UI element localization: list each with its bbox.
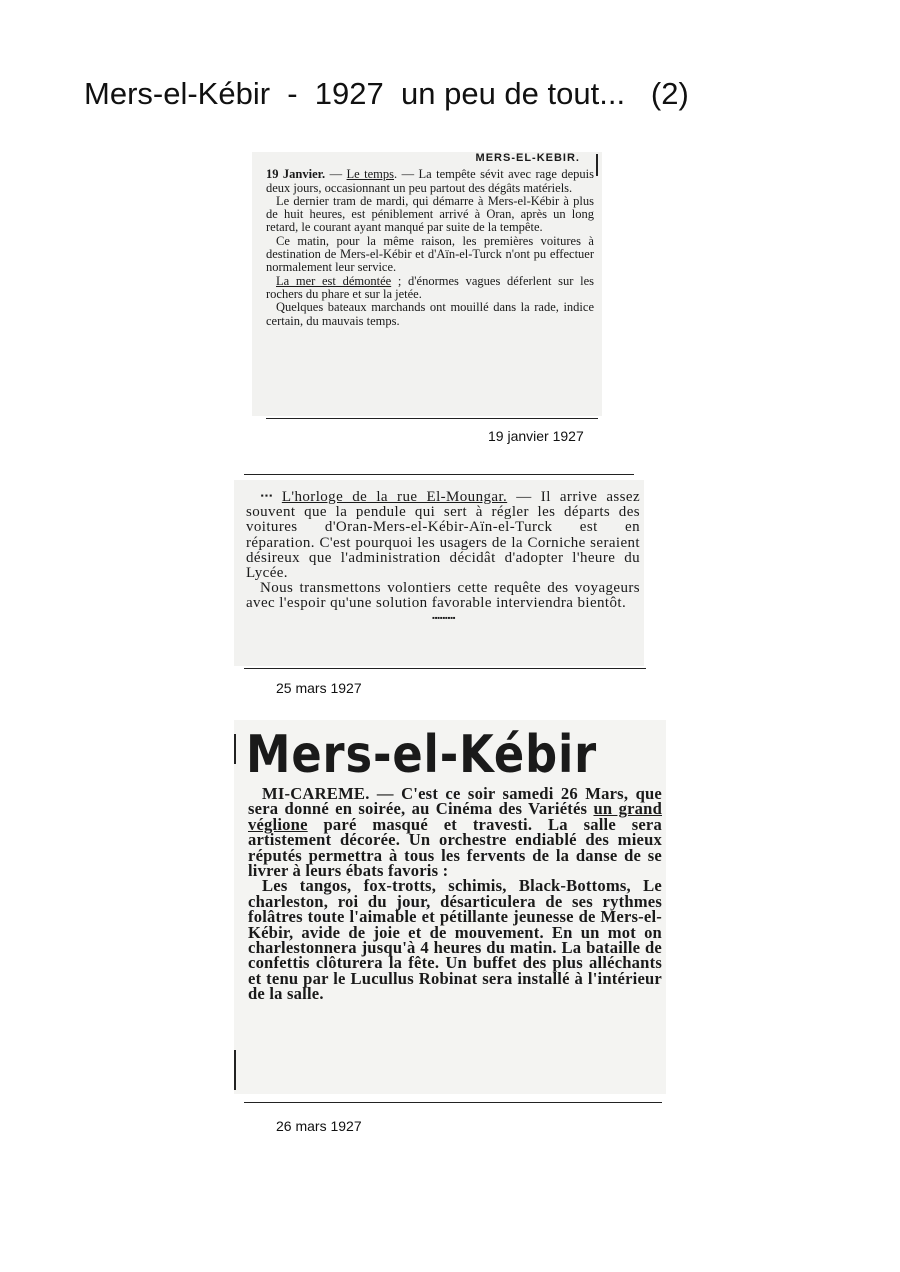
paragraph-text: — C'est ce soir samedi 26 Mars, que sera donné en soirée, au Cinéma des Variétés (248, 784, 662, 819)
clipping-paragraph: Ce matin, pour la même raison, les premières voitures à destination de Mers-el-Kébir et d'Aïn-el-Turck n'ont pu effectuer normalement leur service. (266, 233, 594, 275)
clipping-paragraph (248, 784, 662, 881)
paragraph-text: ; d'énormes vagues déferlent sur les rochers du phare et sur la jetée. (266, 273, 594, 301)
clipping-paragraph: Nous transmettons volontiers cette requête des voyageurs avec l'espoir qu'une solution favorable interviendra bientôt. (246, 580, 640, 612)
clipping-3 (234, 720, 666, 1094)
clipping-paragraph (266, 168, 594, 195)
wave-ornament: ᐧᐧᐧᐧᐧᐧᐧᐧᐧ (431, 611, 455, 627)
clipping-paragraph: Quelques bateaux marchands ont mouillé dans la rade, indice certain, du mauvais temps. (266, 300, 594, 328)
clipping-edge (234, 1050, 236, 1090)
caption-3: 26 mars 1927 (276, 1118, 362, 1134)
caption-1: 19 janvier 1927 (488, 428, 584, 444)
dash: — (325, 167, 347, 182)
clipping-edge (596, 154, 598, 176)
clipping-heading: Mers-el-Kébir (246, 725, 598, 785)
clipping-body (248, 786, 662, 1002)
topic: Le temps (346, 167, 395, 182)
divider (244, 1102, 662, 1103)
clipping-paragraph: Le dernier tram de mardi, qui démarre à Mers-el-Kébir à plus de huit heures, est péniblement arrivé à Oran, après un long retard, le courant ayant manqué par suite de la tempête. (266, 193, 594, 235)
caption-2: 25 mars 1927 (276, 680, 362, 696)
clipping-edge (234, 734, 236, 764)
lead-mark: ᐧᐧᐧ (260, 489, 273, 505)
underlined-phrase: un grand véglione (248, 799, 662, 834)
lead: MI-CAREME. (262, 784, 370, 803)
headline: L'horloge de la rue El-Moungar. (281, 489, 508, 505)
underlined-phrase: La mer est démontée (276, 273, 392, 288)
page-title: Mers-el-Kébir - 1927 un peu de tout... (2) (84, 76, 689, 111)
divider (266, 418, 598, 419)
clipping-paragraph (246, 490, 640, 581)
paragraph-text: paré masqué et travesti. La salle sera artistement décorée. Un orchestre endiablé des mieux réputés permettra à tous les fervents de la danse de se livrer à leurs ébats favoris : (248, 814, 662, 881)
clipping-paragraph: Les tangos, fox-trotts, schimis, Black-Bottoms, Le charleston, roi du jour, désarticulera de ses rythmes folâtres toute l'aimable et pétillante jeunesse de Mers-el-Kébir, avide de joie et de mouvement. En un mot on charlestonnera jusqu'à 4 heures du matin. La bataille de confettis clôturera la fête. Un buffet des plus alléchants et tenu par le Lucullus Robinat sera installé à l'intérieur de la salle. (248, 876, 662, 1004)
clipping-2 (234, 480, 644, 666)
clipping-masthead: MERS-EL-KEBIR. (475, 152, 580, 164)
divider (244, 668, 646, 669)
divider (244, 474, 634, 475)
date-lead: 19 Janvier. (266, 167, 326, 182)
clipping-paragraph (266, 275, 594, 302)
clipping-1 (252, 152, 602, 416)
paragraph-text: — Il arrive assez souvent que la pendule qui sert à régler les départs des voitures d'Oran-Mers-el-Kébir-Aïn-el-Turck est en réparation. C'est pourquoi les usagers de la Corniche seraient désireux que l'administration décidât d'adopter l'heure du Lycée. (246, 489, 641, 582)
paragraph-text: . — La tempête sévit avec rage depuis deux jours, occasionnant un peu partout des dégâts matériels. (266, 167, 595, 195)
